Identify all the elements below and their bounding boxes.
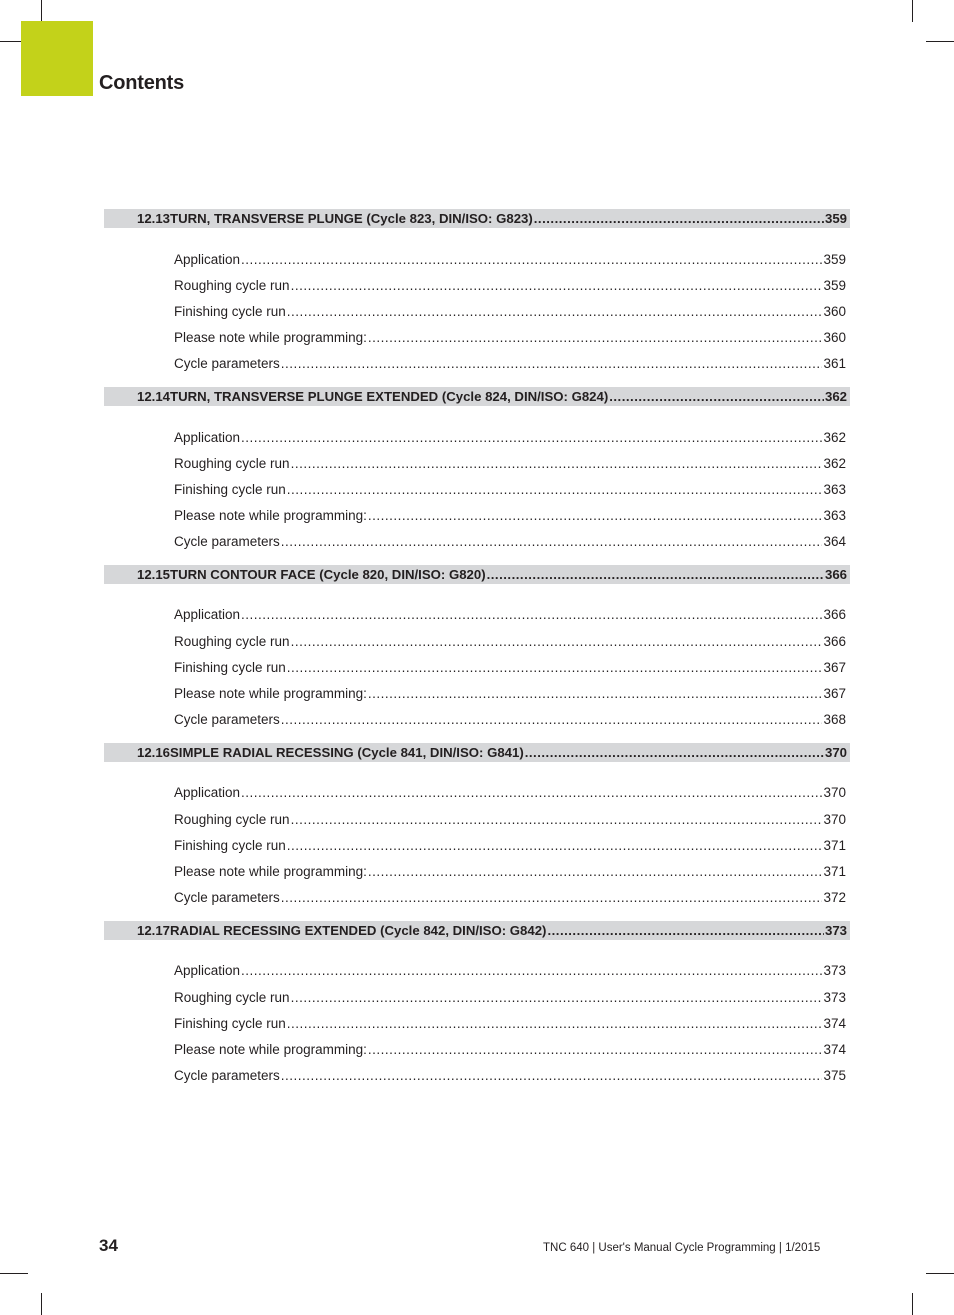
page-ref: 370 bbox=[824, 744, 847, 760]
toc-entry[interactable]: Please note while programming: ..... 363 bbox=[104, 503, 850, 529]
page-ref: 371 bbox=[823, 863, 846, 879]
toc-section-heading[interactable]: 12.14TURN, TRANSVERSE PLUNGE EXTENDED (Cycle 824, DIN/ISO: G824) ..... 362 bbox=[104, 387, 850, 406]
toc-section-heading[interactable]: 12.13TURN, TRANSVERSE PLUNGE (Cycle 823, DIN/ISO: G823) ..... 359 bbox=[104, 209, 850, 228]
page-ref: 363 bbox=[823, 481, 846, 497]
toc-entry[interactable]: Finishing cycle run ..... 360 bbox=[104, 298, 850, 324]
crop-mark bbox=[912, 0, 913, 22]
page-title: Contents bbox=[99, 72, 185, 94]
page-ref: 368 bbox=[823, 712, 846, 728]
page-ref: 367 bbox=[823, 659, 846, 675]
page-ref: 363 bbox=[823, 508, 846, 524]
page-ref: 373 bbox=[824, 922, 847, 938]
page-ref: 359 bbox=[823, 277, 846, 293]
toc-entry[interactable]: Please note while programming: ..... 367 bbox=[104, 680, 850, 706]
page-ref: 362 bbox=[824, 388, 847, 404]
toc-entry[interactable]: Application ..... 370 bbox=[104, 780, 850, 806]
page-ref: 361 bbox=[823, 356, 846, 372]
page-ref: 366 bbox=[824, 566, 847, 582]
toc-entry[interactable]: Finishing cycle run ..... 374 bbox=[104, 1010, 850, 1036]
toc-entry[interactable]: Finishing cycle run ..... 367 bbox=[104, 654, 850, 680]
page-ref: 374 bbox=[823, 1041, 846, 1057]
page-ref: 360 bbox=[823, 303, 846, 319]
toc-entry[interactable]: Application ..... 362 bbox=[104, 424, 850, 450]
toc-entry[interactable]: Application ..... 359 bbox=[104, 246, 850, 272]
toc-entry[interactable]: Finishing cycle run ..... 371 bbox=[104, 832, 850, 858]
toc-entry[interactable]: Roughing cycle run ..... 366 bbox=[104, 628, 850, 654]
dot-leader bbox=[525, 745, 824, 760]
page-ref: 367 bbox=[823, 686, 846, 702]
page-ref: 366 bbox=[823, 633, 846, 649]
dot-leader bbox=[609, 389, 824, 404]
toc-entry[interactable]: Please note while programming: ..... 360 bbox=[104, 325, 850, 351]
toc-section-heading[interactable]: 12.16SIMPLE RADIAL RECESSING (Cycle 841, DIN/ISO: G841) ..... 370 bbox=[104, 743, 850, 762]
toc-entry[interactable]: Cycle parameters ..... 361 bbox=[104, 351, 850, 377]
page-ref: 373 bbox=[823, 989, 846, 1005]
page-ref: 375 bbox=[823, 1068, 846, 1084]
page-ref: 371 bbox=[823, 837, 846, 853]
page-ref: 362 bbox=[823, 455, 846, 471]
crop-mark bbox=[41, 0, 42, 22]
toc-entry[interactable]: Finishing cycle run ..... 363 bbox=[104, 476, 850, 502]
page-ref: 370 bbox=[823, 785, 846, 801]
toc-entry[interactable]: Application ..... 373 bbox=[104, 958, 850, 984]
toc-entry[interactable]: Please note while programming: ..... 371 bbox=[104, 858, 850, 884]
table-of-contents bbox=[104, 209, 850, 1099]
page-ref: 359 bbox=[823, 251, 846, 267]
toc-section bbox=[104, 209, 850, 377]
toc-entry[interactable]: Application ..... 366 bbox=[104, 602, 850, 628]
page-ref: 370 bbox=[823, 811, 846, 827]
toc-section-heading[interactable]: 12.17RADIAL RECESSING EXTENDED (Cycle 842, DIN/ISO: G842) ..... 373 bbox=[104, 921, 850, 940]
accent-block bbox=[21, 21, 93, 96]
toc-entry[interactable]: Please note while programming: ..... 374 bbox=[104, 1036, 850, 1062]
toc-section-heading[interactable]: 12.15TURN CONTOUR FACE (Cycle 820, DIN/ISO: G820) ..... 366 bbox=[104, 565, 850, 584]
footer-text: TNC 640 | User's Manual Cycle Programming | 1/2015 bbox=[543, 1242, 821, 1254]
page-ref: 359 bbox=[824, 211, 847, 226]
toc-section bbox=[104, 565, 850, 733]
toc-entry[interactable]: Roughing cycle run ..... 373 bbox=[104, 984, 850, 1010]
page-number: 34 bbox=[99, 1236, 118, 1255]
page-ref: 372 bbox=[823, 890, 846, 906]
toc-entry[interactable]: Cycle parameters ..... 375 bbox=[104, 1063, 850, 1089]
toc-entry[interactable]: Cycle parameters ..... 364 bbox=[104, 529, 850, 555]
crop-mark bbox=[0, 1273, 28, 1274]
page-ref: 364 bbox=[823, 534, 846, 550]
toc-entry[interactable]: Cycle parameters ..... 372 bbox=[104, 885, 850, 911]
toc-section bbox=[104, 743, 850, 911]
page-ref: 374 bbox=[823, 1015, 846, 1031]
crop-mark bbox=[926, 41, 954, 42]
page-ref: 362 bbox=[823, 429, 846, 445]
page-ref: 366 bbox=[823, 607, 846, 623]
toc-entry[interactable]: Roughing cycle run ..... 359 bbox=[104, 272, 850, 298]
toc-entry[interactable]: Cycle parameters ..... 368 bbox=[104, 707, 850, 733]
page-ref: 373 bbox=[823, 963, 846, 979]
crop-mark bbox=[912, 1293, 913, 1315]
toc-section bbox=[104, 387, 850, 555]
toc-entry[interactable]: Roughing cycle run ..... 370 bbox=[104, 806, 850, 832]
toc-section bbox=[104, 921, 850, 1089]
dot-leader bbox=[487, 567, 824, 582]
crop-mark bbox=[41, 1293, 42, 1315]
dot-leader bbox=[534, 211, 824, 226]
page-ref: 360 bbox=[823, 330, 846, 346]
dot-leader bbox=[547, 923, 824, 938]
toc-entry[interactable]: Roughing cycle run ..... 362 bbox=[104, 450, 850, 476]
crop-mark bbox=[926, 1273, 954, 1274]
